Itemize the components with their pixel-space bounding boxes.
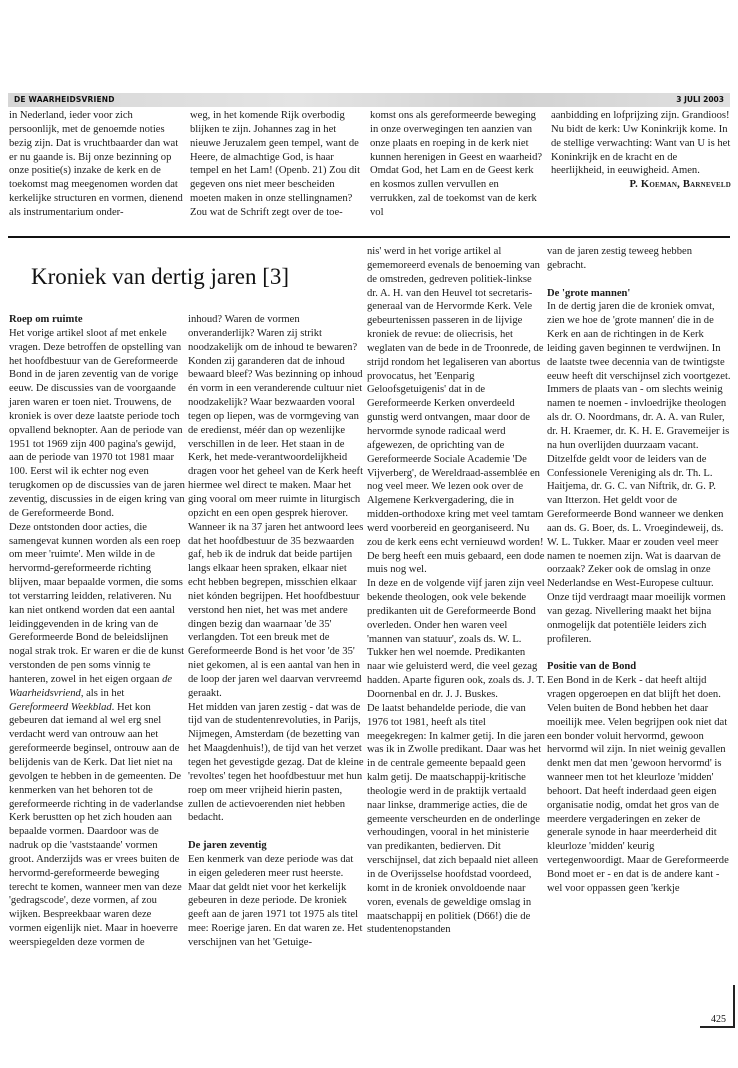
header-band <box>8 93 730 107</box>
article-title: Kroniek van dertig jaren [3] <box>31 264 290 289</box>
previous-article-column-2 <box>190 109 365 220</box>
paragraph: Nu bidt de kerk: Uw Koninkrijk kome. In de stellige verwachting: Want van U is het Koninkrijk en de kracht en de heerlijkheid, in eeuwigheid. Amen. <box>551 123 731 177</box>
section-heading: De jaren zeventig <box>188 840 267 852</box>
publication-reference: de Waarheidsvriend <box>9 673 173 699</box>
spacer <box>188 825 364 839</box>
paragraph: nis' werd in het vorige artikel al gememoreerd evenals de benoeming van de omstreden, gedreven politiek-linkse dr. A. H. van den Heuvel tot secretaris-generaal van de Hervormde Kerk. Vele gebeurtenissen passeren in de lijvige kroniek de revue: de oliecrisis, het weglaten van de bede in de Troonrede, de strijd rondom het legaliseren van abortus provocatus, het 'Eenparig Geloofsgetuigenis' dat in de Gereformeerde Kerken onverdeeld gunstig werd ontvangen, maar door de hervormde synode radicaal werd afgewezen, de oprichting van de Gereformeerde Sociale Academie 'De Vijverberg', de Wereldraad-assemblée en nog veel meer. We lezen ook over de Algemene Kerkvergadering, die in midden-orthodoxe kring met veel tamtam werd voorbereid en georganiseerd. Nu zou de kerk eens echt vernieuwd worden! De berg heeft een muis gebaard, een dode muis nog wel. <box>367 246 545 576</box>
text-run: . Het kon gebeuren dat iemand al wel erg snel verdacht werd van ontrouw aan het gereformeerde beginsel, ontrouw aan de belijdenis van de Kerk. Dat liet niet na gevolgen te hebben in de gemeenten. De kenmerken van het behoren tot de gereformeerde richting in de vaderlandse Kerk berustten op het zich houden aan bepaalde vormen. Daardoor was de nadruk op die 'vaststaande' vormen groot. Anderzijds was er vrees buiten de hervormd-gereformeerde beweging terecht te komen, wanneer men van deze 'gedragscode', deze vormen, af zou wijken. Bespreekbaar waren deze vormen eigenlijk niet. Maar in hoeverre weerspiegelden deze vormen de <box>9 701 184 948</box>
paragraph: In deze en de volgende vijf jaren zijn veel bekende theologen, ook vele bekende predikanten uit de Gereformeerde Bond overleden. Onder hen waren veel 'mannen van statuur', zoals ds. W. L. Tukker hen wel noemde. Predikanten naar wie geluisterd werd, die veel gezag hadden. Aparte figuren ook, zoals ds. J. T. Doornenbal en dr. J. J. Buskes. <box>367 578 545 700</box>
section-divider <box>8 236 730 238</box>
page-corner-mark <box>700 1026 735 1028</box>
previous-article-column-1 <box>9 109 184 220</box>
previous-article-column-3 <box>370 109 545 220</box>
paragraph: Het midden van jaren zestig - dat was de tijd van de studentenrevoluties, in Parijs, Nijmegen, Amsterdam (de bezetting van het Maagdenhuis!), de tijd van het verzet tegen het gevestigde gezag. Dat de kleine 'revoltes' tegen het hoofdbestuur met hun roep om meer vrijheid hierin pasten, zullen de actievoerenden niet hebben bedacht. <box>188 701 364 824</box>
paragraph: komst ons als gereformeerde beweging in onze overwegingen ten aanzien van onze plaats en roeping in de kerk niet kunnen herenigen in Geest en waarheid? <box>370 110 543 163</box>
section-heading: Roep om ruimte <box>9 314 83 325</box>
previous-article-column-4 <box>551 109 731 192</box>
spacer <box>547 273 731 287</box>
paragraph: Wanneer ik na 37 jaren het antwoord lees dat het hoofdbestuur de 35 bezwaarden gaf, heb ik de indruk dat beide partijen langs elkaar heen spraken, elkaar niet echt hebben begrepen, misschien elkaar niet kónden begrijpen. Het hoofdbestuur verstond hen niet, het was met andere dingen bezig dan waarnaar 'de 35' verlangden. Tot een breuk met de Gereformeerde Bond is het voor 'de 35' niet gekomen, al is een aantal van hen in de loop der jaren wel daarvan vervreemd geraakt. <box>188 521 364 699</box>
paragraph: aanbidding en lofprijzing zijn. Grandioos! <box>551 110 730 121</box>
paragraph: Een Bond in de Kerk - dat heeft altijd vragen opgeroepen en dat blijft het doen. Velen buiten de Bond hebben het daar moeilijk mee. Velen begrijpen ook niet dat een bonder voluit hervormd, gewoon hervormd wil zijn. In niet weinig gevallen denkt men dat men 'gewoon hervormd' is wanneer men tot het kleurloze 'midden' behoort. Dat heeft inderdaad geen eigen organisatie nodig, omdat het gros van de meerdere vergaderingen en zeker de generale synode in haar meerderheid dit kleurloze 'midden' keurig vertegenwoordigt. Maar de Gereformeerde Bond moet er - en dat is de andere kant - wel voor oppassen geen 'kerkje <box>547 675 729 894</box>
page-number: 425 <box>711 1014 726 1025</box>
paragraph: Immers de plaats van - om slechts weinig namen te noemen - invloedrijke theologen als dr. O. Noordmans, dr. A. A. van Ruler, dr. H. Kraemer, dr. K. H. E. Gravemeijer is na hun overlijden duurzaam vacant. Ditzelfde geldt voor de leiders van de Confessionele Vereniging als dr. Th. L. Haitjema, dr. G. C. van Niftrik, dr. G. P. van Itterzon. Het geldt voor de Gereformeerde Bond wanneer we denken aan ds. G. Boer, ds. L. Vroegindeweij, ds. W. L. Tukker. Maar er zouden veel meer namen te noemen zijn. Wat is daarvan de oorzaak? Zeker ook de omslag in onze Nederlandse en West-Europese cultuur. Onze tijd verdraagt maar moeilijk vormen van gezag. Nivellering maakt het bijna onmogelijk dat potentiële leiders zich profileren. <box>547 384 730 645</box>
article-column-2 <box>188 313 364 950</box>
publication-reference: Gereformeerd Weekblad <box>9 701 112 713</box>
article-column-3 <box>367 245 545 937</box>
spacer <box>547 646 731 660</box>
section-heading: De 'grote mannen' <box>547 287 631 299</box>
paragraph: De laatst behandelde periode, die van 1976 tot 1981, heeft als titel meegekregen: In kalmer getij. In die jaren was ik in Zwolle predikant. Daar was het in de centrale gemeente bepaald geen kalm getij. De maatschappij-kritische theologie werd in de praktijk vertaald naar linkse, drammerige acties, die de gemeente verscheurden en de onderlinge verhoudingen, vooral in het ministerie van predikanten, bedierven. Dit verschijnsel, dat zich bepaald niet alleen in de Overijsselse hoofdstad voordeed, komt in de kroniek onvoldoende naar voren, evenals de geweldige omslag in maatschappij en politiek (D66!) die de studentenopstanden <box>367 702 545 936</box>
text-run: Deze ontstonden door acties, die samengevat kunnen worden als een roep om meer 'ruimte'. Men wilde in de hervormd-gereformeerde richting blijven, maar bepaalde vormen, die soms tot verstarring leidden, relativeren. Nu kan niet ontkend worden dat een aantal leidinggevenden in de kring van de Gereformeerde Bond de beleidslijnen nogal strak trok. Er waren er die de kunst verstonden de pen soms vinnig te hanteren, zowel in het eigen orgaan <box>9 521 185 685</box>
issue-date: 3 JULI 2003 <box>676 95 724 104</box>
paragraph: In de dertig jaren die de kroniek omvat, zien we hoe de 'grote mannen' die in de Kerk en aan de richtingen in de Kerk leiding gaven beginnen te verdwijnen. In de laatste twee decennia van de twintigste eeuw heeft dit verschijnsel zich voortgezet. <box>547 301 731 382</box>
paragraph: Een kenmerk van deze periode was dat in eigen gelederen meer rust heerste. Maar dat geldt niet voor het kerkelijk gebeuren in deze periode. De kroniek geeft aan de jaren 1971 tot 1975 als titel mee: Roerige jaren. En dat waren ze. Het verschijnen van het 'Getuige- <box>188 853 363 948</box>
paragraph: in Nederland, ieder voor zich persoonlijk, met de genoemde noties bezig zijn. Dat is vruchtbaarder dan wat er nu gaande is. Bij onze bezinning op onze positie(s) inzake de kerk en de toekomst mag meegenomen worden dat kerkelijke structuren en vormen, dienend als instrumentarium onder- <box>9 110 183 218</box>
article-column-1 <box>9 313 185 950</box>
section-heading: Positie van de Bond <box>547 661 637 673</box>
author-signature: P. Koeman, Barneveld <box>629 179 731 191</box>
article-column-4 <box>547 245 731 896</box>
publication-name: DE WAARHEIDSVRIEND <box>14 95 115 104</box>
text-run: , als in het <box>80 687 125 699</box>
paragraph <box>9 521 185 950</box>
paragraph: van de jaren zestig teweeg hebben gebracht. <box>547 246 693 271</box>
paragraph: Het vorige artikel sloot af met enkele vragen. Deze betroffen de opstelling van het hoofdbestuur van de Gereformeerde Bond in de jaren zeventig van de vorige eeuw. De discussies van de voorgaande jaren waren er toen niet. Trouwens, de kroniek is over deze laatste periode toch opvallend beknopter. Aan de periode van 1951 tot 1969 zijn 400 pagina's gewijd, aan de periode van 1970 tot 1981 maar 100. Eerst wil ik echter nog even terugkomen op de discussies van de jaren zeventig, discussies in de eigen kring van de Gereformeerde Bond. <box>9 327 185 519</box>
paragraph: inhoud? Waren de vormen onveranderlijk? Waren zij strikt noodzakelijk om de inhoud te bewaren? Konden zij garanderen dat de inhoud bewaard bleef? Was bezinning op inhoud én vorm in een veranderende cultuur niet noodzakelijk? Waar bezwaarden vooral tegen op liepen, was de vormgeving van de eredienst, méér dan op wezenlijke verschillen in de leer. Het staan in de Kerk, het mede-verantwoordelijkheid dragen voor het geheel van de Kerk heeft hiermee wel direct te maken. Maar het ging vooral om meer ruimte in liturgisch opzicht en een open gesprek hierover. <box>188 314 364 519</box>
paragraph: weg, in het komende Rijk overbodig blijken te zijn. Johannes zag in het nieuwe Jeruzalem geen tempel, want de Heere, de almachtige God, is haar tempel en het Lam! (Openb. 21) Zou dit gegeven ons niet meer bescheiden moeten maken in onze stellingnamen? Zou wat de Schrift zegt over de toe- <box>190 110 361 218</box>
paragraph: Omdat God, het Lam en de Geest kerk en kosmos zullen vervullen en verrukken, zal de toekomst van de kerk vol <box>370 165 537 218</box>
page-corner-mark <box>733 985 735 1027</box>
